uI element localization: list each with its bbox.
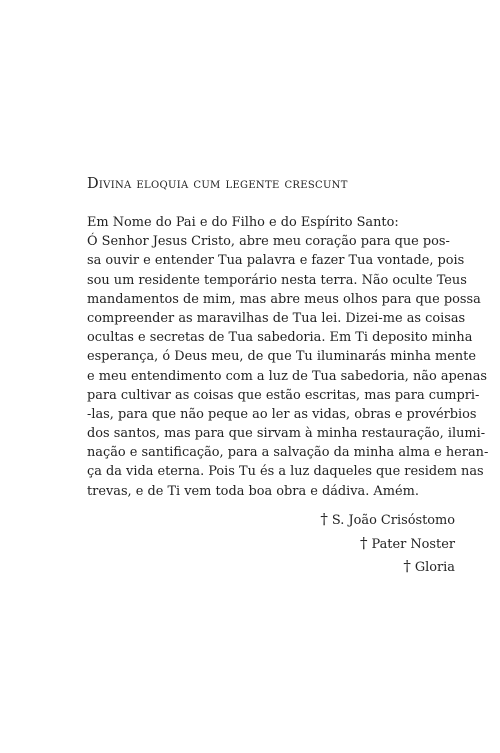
prayer-line: e meu entendimento com a luz de Tua sabedoria, não apenas — [87, 368, 488, 384]
signature-list — [87, 508, 455, 579]
prayer-line: esperança, ó Deus meu, de que Tu iluminarás minha mente — [87, 349, 476, 365]
prayer-line: sou um residente temporário nesta terra. Não oculte Teus — [87, 272, 467, 288]
signature-item — [87, 555, 455, 579]
prayer-line: Ó Senhor Jesus Cristo, abre meu coração para que pos- — [87, 234, 450, 250]
prayer-line: nação e santificação, para a salvação da minha alma e heran- — [87, 445, 489, 461]
prayer-line: ça da vida eterna. Pois Tu és a luz daqueles que residem nas — [87, 464, 484, 480]
prayer-line: para cultivar as coisas que estão escritas, mas para cumpri- — [87, 387, 480, 403]
prayer-line: sa ouvir e entender Tua palavra e fazer Tua vontade, pois — [87, 253, 465, 269]
page-heading: Divina eloquia cum legente crescunt — [87, 176, 348, 192]
dagger-icon: † — [320, 510, 328, 528]
prayer-line: ocultas e secretas de Tua sabedoria. Em Ti deposito minha — [87, 330, 473, 346]
prayer-line: trevas, e de Ti vem toda boa obra e dádiva. Amém. — [87, 483, 419, 499]
prayer-text — [87, 213, 489, 501]
prayer-line: compreender as maravilhas de Tua lei. Dizei-me as coisas — [87, 310, 466, 326]
signature-item — [87, 532, 455, 556]
signature-label: Pater Noster — [371, 536, 455, 552]
dagger-icon: † — [360, 533, 368, 552]
prayer-line: mandamentos de mim, mas abre meus olhos para que possa — [87, 291, 481, 307]
prayer-line: Em Nome do Pai e do Filho e do Espírito Santo: — [87, 215, 399, 230]
signature-item — [87, 508, 455, 532]
prayer-line: dos santos, mas para que sirvam à minha restauração, ilumi- — [87, 426, 486, 442]
dagger-icon: † — [403, 557, 411, 575]
signature-label: Gloria — [414, 560, 455, 575]
prayer-line: -las, para que não peque ao ler as vidas, obras e provérbios — [87, 406, 477, 422]
signature-label: S. João Crisóstomo — [331, 513, 455, 528]
